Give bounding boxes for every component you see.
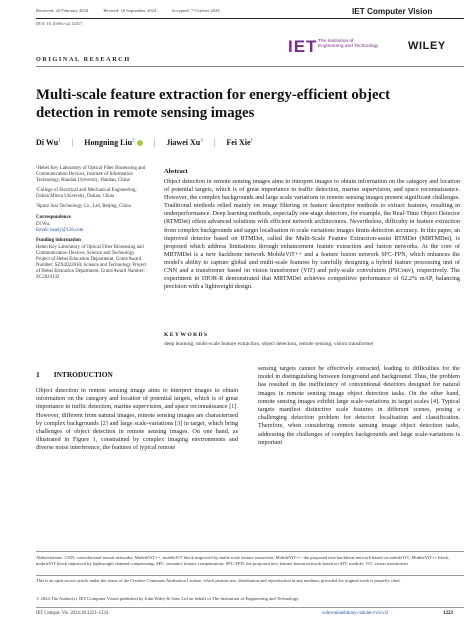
accepted-date: Accepted: 7 October 2024: [171, 8, 220, 13]
author-list: [36, 138, 253, 147]
funding-text: Hebei Key Laboratory of Optical Fiber Biosensing and Communication Devices, Science and Technology Project of Hebei Education Department, Grant/Award Number: SZX2022010; Science and Technology Project of Hebei Education Department, Grant/Award Number: ZC2024132: [36, 244, 147, 281]
header-rule: [36, 18, 464, 19]
author-affil-marker[interactable]: 1: [58, 138, 61, 144]
keywords-heading: KEYWORDS: [164, 332, 209, 338]
article-type: ORIGINAL RESEARCH: [36, 56, 131, 63]
section-heading: [36, 370, 113, 379]
citation-footer: IET Comput. Vis. 2024;18:1223–1234.: [36, 611, 110, 616]
affiliation: ³Space Star Technology Co., Ltd, Beijing, China: [36, 204, 131, 210]
iet-logo: IET: [288, 37, 318, 56]
abstract-text: Object detection in remote sensing images aims to interpret images to obtain information on the category and location of potential targets, which is of great importance in traffic detection, marine supervision, and space reconnaissance. However, the complex backgrounds and large scale variations in remote sensing images present significant challenges. Traditional methods relied mainly on image filtering or feature descriptor methods to extract features, resulting in underperformance. Deep learning methods, especially one-stage detectors, for example, the Real-Time Object Detector (RTMDet) offers advanced solutions with efficient network architectures. Nevertheless, difficulty in feature extraction from complex backgrounds and target localisation in scale variations images limits detection accuracy. In this paper, an improved detector based on RTMDet, called the Multi-Scale Feature Extraction-assist RTMDet (MRTMDet), is proposed which address limitations through enhancement feature extraction and fusion networks. At the core of MRTMDet is a new backbone network MobileViT++ and a feature fusion network SFC-FPN, which enhances the model's ability to capture global and multi-scale features by carefully designing a hybrid feature processing unit of CNN and a transformer based on vision transformer (ViT) and poly-scale convolution (PSConv), respectively. The experiment in DIOR-R demonstrated that MRTMDet achieves competitive performance of 62.2% mAP, balancing precision with a lightweight design.: [164, 178, 460, 291]
divider: [36, 66, 464, 67]
revised-date: Revised: 16 September 2024: [103, 8, 157, 13]
author-separator: |: [71, 138, 74, 147]
author-name[interactable]: Jiawei Xu: [166, 138, 201, 147]
correspondence-email[interactable]: Email: hsudy@126.com: [36, 227, 84, 233]
intro-column-right: sensing targets cannot be effectively extracted, leading to difficulties for the model in distinguishing between foreground and background. Thus, the problem has resulted in the inefficiency of conventional detectors designed for natural images in remote sensing image object detection tasks. On the other hand, remote sensing images exhibit large scale-variations in target scales [4]. Typical targets manifest distinctive scale features in different scenes, posing a challenging detection problem for detector localisation and classification. Therefore, when considering remote sensing image object detection tasks, addressing the challenges of complex backgrounds and large scale-variations is important: [258, 365, 460, 446]
correspondence-heading: Correspondence: [36, 214, 71, 220]
funding-heading: Funding information: [36, 237, 81, 243]
section-title: INTRODUCTION: [53, 370, 113, 379]
abbreviations: Abbreviations: CNN, convolutional neural networks; MobileViT++, mobileViT block improved by multi-scale feature extraction; MobileViT++, the proposed new backbone network based on mobileViT; MobileViT++ block, mobileViT block improved by lightweight channel compressing; SFC, semantic feature compensation; SFC-FPN, the proposed new feature fusion network based on SFC module; ViT, vision transformer: [36, 555, 450, 566]
doi[interactable]: DOI: 10.1049/cvi2.12317: [36, 21, 83, 26]
journal-name[interactable]: IET Computer Vision: [352, 7, 464, 17]
affiliation: ²College of Electrical and Mechanical Engineering, Dalian Minzu University, Dalian, China: [36, 188, 137, 200]
affiliations-column: [36, 166, 148, 282]
divider: [36, 575, 464, 576]
history-dates: [36, 8, 234, 13]
author-name[interactable]: Fei Xie: [226, 138, 251, 147]
page-number: 1223: [443, 611, 453, 616]
copyright-note: © 2024 The Author(s). IET Computer Vision published by John Wiley & Sons Ltd on behalf of The Institution of Engineering and Technology.: [36, 596, 300, 601]
keywords-text: deep learning, multi-scale feature extraction, object detection, remote sensing, vision transformer: [164, 341, 374, 347]
author-affil-marker[interactable]: 2: [132, 138, 135, 144]
author-affil-marker[interactable]: 1: [250, 138, 254, 144]
correspondence-name: Di Wu.: [36, 221, 51, 227]
author-affil-marker[interactable]: 3: [200, 138, 203, 144]
journal-url[interactable]: wileyonlinelibrary.com/iet-cvi/cvi2: [322, 611, 389, 616]
author-name[interactable]: Di Wu: [36, 138, 59, 147]
article-title: Multi-scale feature extraction for energy-efficient object detection in remote sensing images: [36, 87, 391, 121]
iet-logo-text: The Institution of Engineering and Technology: [318, 39, 379, 50]
received-date: Received: 20 February 2024: [36, 8, 89, 13]
author-name[interactable]: Hongning Liu: [84, 138, 133, 147]
affiliation: ¹Hebei Key Laboratory of Optical Fiber Biosensing and Communication Devices, Institute of Information Technology, Handan University, Handan, China: [36, 166, 146, 184]
section-number: 1: [36, 370, 40, 379]
divider: [36, 551, 464, 552]
orcid-icon[interactable]: [137, 140, 143, 146]
author-separator: |: [213, 138, 216, 147]
wiley-logo: WILEY: [408, 40, 446, 52]
intro-column-left: Object detection in remote sensing image aims to interpret images to obtain information on the category and location of potential targets, which is of great importance in traffic detection, marine supervision, and space reconnaissance [1]. However, different from natural images, remote sensing images are characterised by complex backgrounds [2] and large scale-variations [3] in target, which bring challenges of object detection in remote sensing images. On one hand, as illustrated in Figure 1, constrained by complex imaging environments and diverse noise interference, the features of typical remote: [36, 387, 238, 452]
author-separator: |: [153, 138, 156, 147]
divider: [36, 607, 464, 608]
abstract-heading: Abstract: [164, 168, 188, 175]
license-note: This is an open access article under the terms of the Creative Commons Attribution License, which permits use, distribution and reproduction in any medium, provided the original work is properly cited.: [36, 578, 401, 583]
